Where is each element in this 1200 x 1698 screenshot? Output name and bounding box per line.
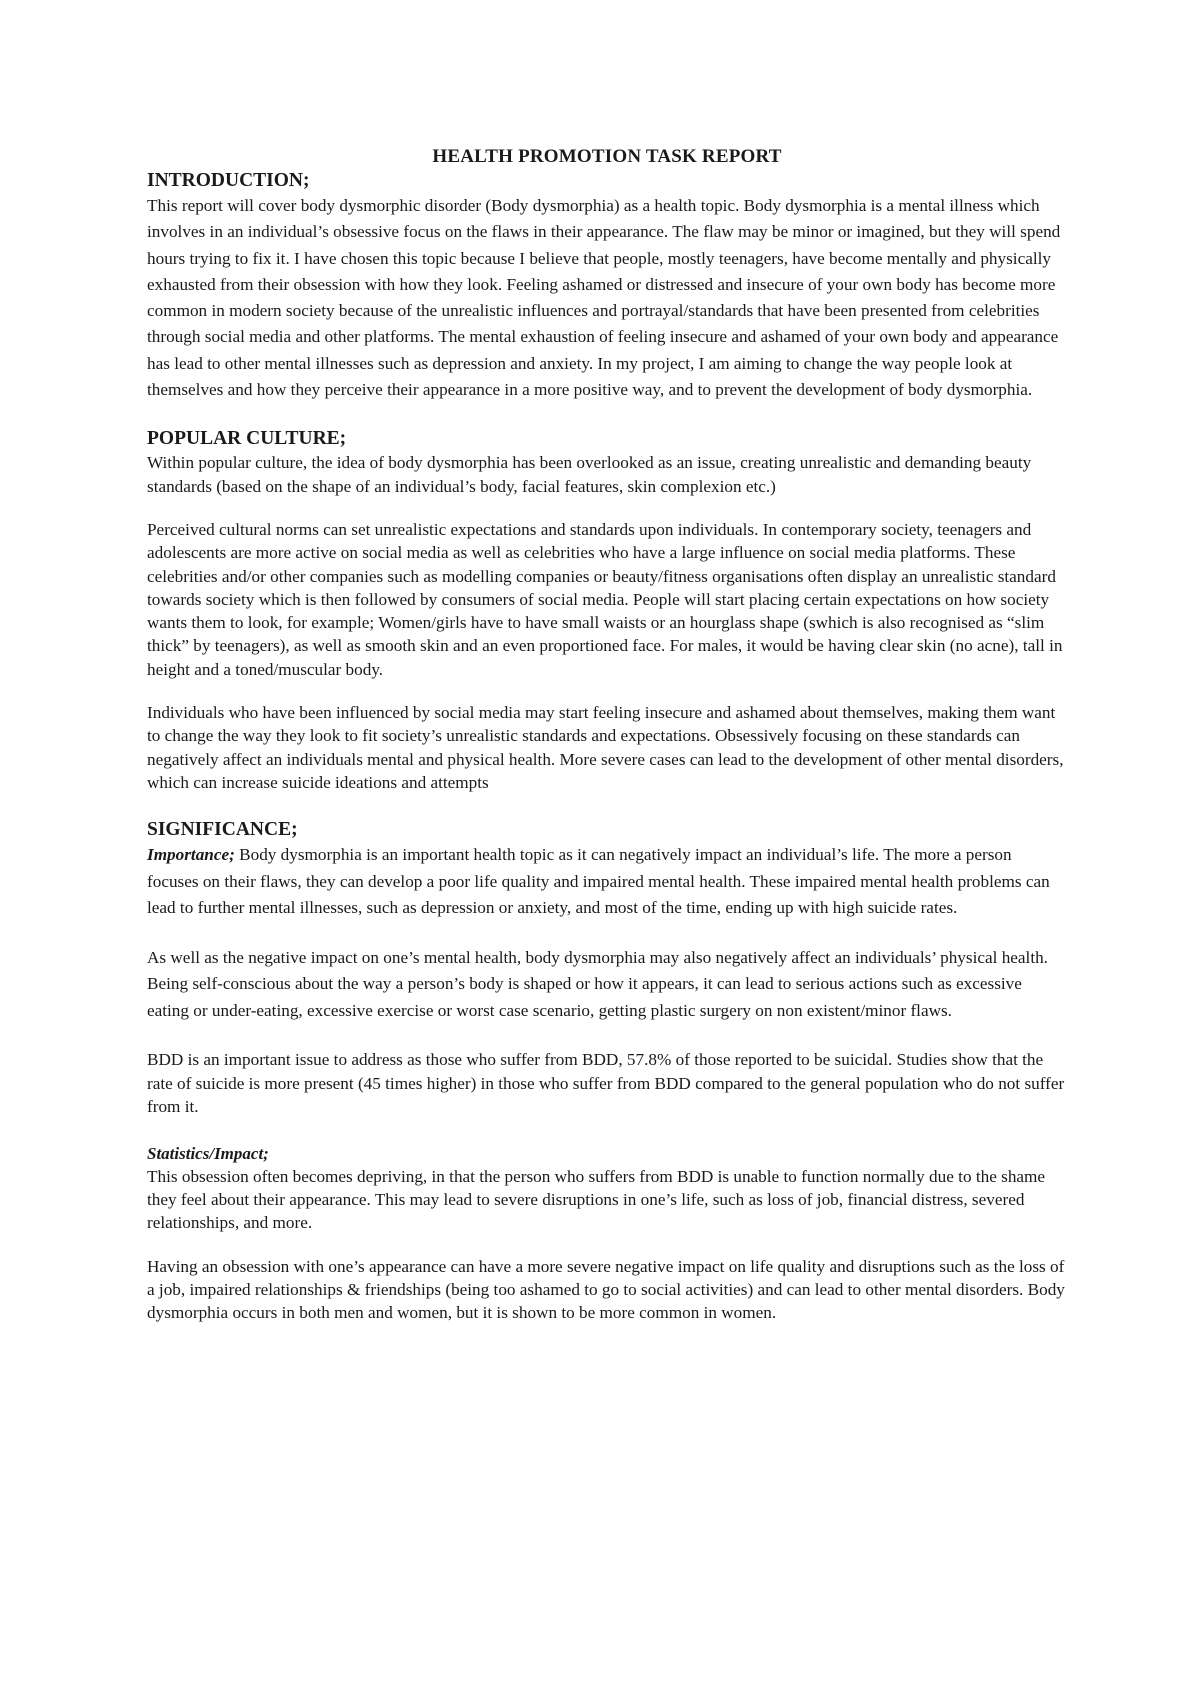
spacer <box>147 1235 1067 1255</box>
document-body <box>147 145 1067 1325</box>
importance-label: Importance; <box>147 845 235 865</box>
document-title: HEALTH PROMOTION TASK REPORT <box>432 146 782 167</box>
popular-culture-heading: POPULAR CULTURE; <box>147 428 347 450</box>
introduction-heading: INTRODUCTION; <box>147 170 310 191</box>
spacer <box>147 794 1067 818</box>
spacer <box>147 403 1067 427</box>
statistics-paragraph: Having an obsession with one’s appearance can have a more severe negative impact on life quality and disruptions such as the loss of a job, impaired relationships & friendships (being too ashamed to go to social activities) and can lead to other mental disorders. Body dysmorphia occurs in both men and women, but it is shown to be more common in women. <box>147 1256 1065 1323</box>
significance-heading: SIGNIFICANCE; <box>147 819 298 841</box>
importance-paragraph <box>147 842 1067 921</box>
statistics-impact-heading: Statistics/Impact; <box>147 1143 269 1163</box>
spacer <box>147 921 1067 945</box>
importance-text: Body dysmorphia is an important health topic as it can negatively impact an individual’s life. The more a person focuses on their flaws, they can develop a poor life quality and impaired mental health. These impaired mental health problems can lead to further mental illnesses, such as depression or anxiety, and most of the time, ending up with high suicide rates. <box>147 845 1050 917</box>
spacer <box>147 498 1067 518</box>
significance-paragraph: BDD is an important issue to address as those who suffer from BDD, 57.8% of those reported to be suicidal. Studies show that the rate of suicide is more present (45 times higher) in those who suffer from BDD compared to the general population who do not suffer from it. <box>147 1050 1065 1117</box>
popular-culture-paragraph: Within popular culture, the idea of body dysmorphia has been overlooked as an issue, creating unrealistic and demanding beauty standards (based on the shape of an individual’s body, facial features, skin complexion etc.) <box>147 453 1032 496</box>
spacer <box>147 1024 1067 1048</box>
statistics-paragraph: This obsession often becomes depriving, in that the person who suffers from BDD is unable to function normally due to the shame they feel about their appearance. This may lead to severe disruptions in one’s life, such as loss of job, financial distress, severed relationships, and more. <box>147 1166 1046 1233</box>
spacer <box>147 1119 1067 1143</box>
popular-culture-paragraph: Individuals who have been influenced by social media may start feeling insecure and ashamed about themselves, making them want to change the way they look to fit society’s unrealistic standards and expectations. Obsessively focusing on these standards can negatively affect an individuals mental and physical health. More severe cases can lead to the development of other mental disorders, which can increase suicide ideations and attempts <box>147 703 1064 792</box>
significance-paragraph: As well as the negative impact on one’s mental health, body dysmorphia may also negatively affect an individuals’ physical health. Being self-conscious about the way a person’s body is shaped or how it appears, it can lead to serious actions such as excessive eating or under-eating, excessive exercise or worst case scenario, getting plastic surgery on non existent/minor flaws. <box>147 948 1048 1020</box>
popular-culture-paragraph: Perceived cultural norms can set unrealistic expectations and standards upon individuals. In contemporary society, teenagers and adolescents are more active on social media as well as celebrities who have a large influence on social media platforms. These celebrities and/or other companies such as modelling companies or beauty/fitness organisations often display an unrealistic standard towards society which is then followed by consumers of social media. People will start placing certain expectations on how society wants them to look, for example; Women/girls have to have small waists or an hourglass shape (swhich is also recognised as “slim thick” by teenagers), as well as smooth skin and an even proportioned face. For males, it would be having clear skin (no acne), tall in height and a toned/muscular body. <box>147 519 1063 679</box>
spacer <box>147 681 1067 701</box>
introduction-paragraph: This report will cover body dysmorphic disorder (Body dysmorphia) as a health topic. Body dysmorphia is a mental illness which involves in an individual’s obsessive focus on the flaws in their appearance. The flaw may be minor or imagined, but they will spend hours trying to fix it. I have chosen this topic because I believe that people, mostly teenagers, have become mentally and physically exhausted from their obsession with how they look. Feeling ashamed or distressed and insecure of your own body has become more common in modern society because of the unrealistic influences and portrayal/standards that have been presented from celebrities through social media and other platforms. The mental exhaustion of feeling insecure and ashamed of your own body and appearance has lead to other mental illnesses such as depression and anxiety. In my project, I am aiming to change the way people look at themselves and how they perceive their appearance in a more positive way, and to prevent the development of body dysmorphia. <box>147 196 1061 400</box>
